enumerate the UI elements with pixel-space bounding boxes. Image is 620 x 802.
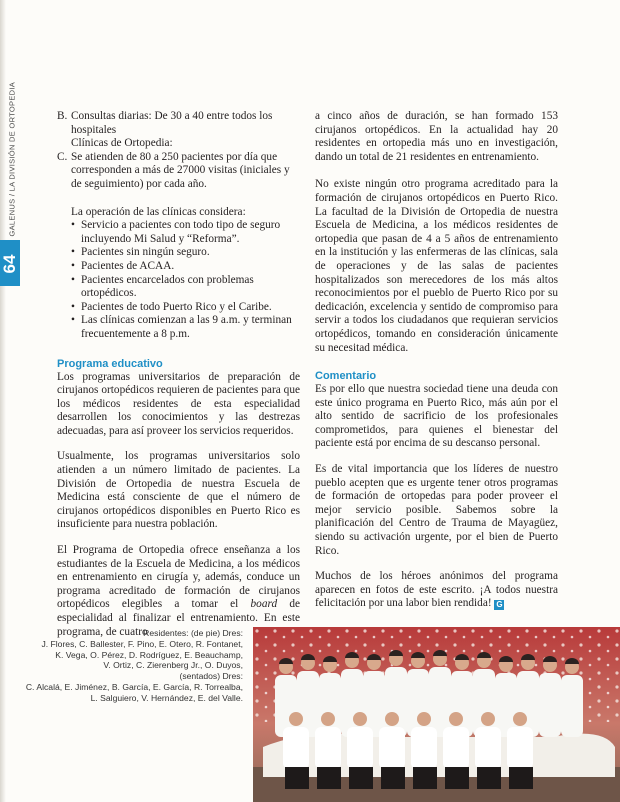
italic-term: board <box>250 598 278 611</box>
list-item: • Servicio a pacientes con todo tipo de seguro incluyendo Mi Salud y “Reforma”. <box>71 219 300 246</box>
paragraph: Es de vital importancia que los líderes de nuestro pueblo acepten que es urgente tener otros programas de formación de ortopedas para poder proveer el mejor servicio posible. Sabemos sobre la planificación del Centro de Trauma de Mayagüez, siendo su activación urgente, por el bien de Puerto Rico. <box>315 463 558 557</box>
photo-caption <box>18 628 243 704</box>
list-item: • Pacientes de ACAA. <box>71 260 300 274</box>
paragraph-text: de especialidad al finalizar el entrenamiento. En este programa, de cuatro <box>57 598 300 638</box>
list-marker: B. <box>57 110 68 122</box>
list-subtext: Clínicas de Ortopedia: <box>71 137 173 150</box>
list-item: • Pacientes sin ningún seguro. <box>71 246 300 260</box>
paragraph <box>57 544 300 639</box>
group-photo-image <box>253 627 620 802</box>
section-heading-programa: Programa educativo <box>57 357 163 370</box>
caption-line: K. Vega, O. Pérez, D. Rodríguez, E. Beauchamp, <box>55 649 243 660</box>
clinics-intro: La operación de las clínicas considera: <box>71 205 246 218</box>
section-heading-comentario: Comentario <box>315 370 377 383</box>
paragraph: Usualmente, los programas universitarios solo atienden a un número limitado de pacientes. La División de Ortopedia de nuestra Escuela de Medicina está consciente de que el número de cirujanos ortopédicos disponibles en Puerto Rico es insuficiente para nuestra población. <box>57 450 300 531</box>
right-column <box>315 110 558 623</box>
paragraph <box>315 570 558 611</box>
list-item: • Pacientes de todo Puerto Rico y el Caribe. <box>71 301 300 315</box>
caption-line: C. Alcalá, E. Jiménez, B. García, E. García, R. Torrealba, <box>25 681 243 692</box>
paragraph-text: Muchos de los héroes anónimos del programa aparecen en fotos de este escrito. ¡A todos nuestra felicitación por una labor bien rendida! <box>315 570 558 610</box>
list-item-c <box>57 151 300 192</box>
page-number: 64 <box>0 254 19 274</box>
running-head-text: GALENUS / LA DIVISIÓN DE ORTOPEDIA <box>7 81 17 237</box>
list-text: Se atienden de 80 a 250 pacientes por día que corresponden a más de 27000 visitas (iniciales y de seguimiento) por cada año. <box>71 150 290 190</box>
caption-line: (sentados) Dres: <box>179 671 243 682</box>
caption-line: V. Ortiz, C. Zierenberg Jr., O. Duyos, <box>103 660 243 671</box>
list-item: • Las clínicas comienzan a las 9 a.m. y terminan frecuentemente a 8 p.m. <box>71 314 300 341</box>
caption-line: L. Salguiero, V. Hernández, E. del Valle. <box>90 692 243 703</box>
group-photo <box>253 627 620 802</box>
caption-line: J. Flores, C. Ballester, F. Pino, E. Otero, R. Fontanet, <box>41 638 243 649</box>
left-column <box>57 110 300 651</box>
paragraph-text: El Programa de Ortopedia ofrece enseñanza a los estudiantes de la Escuela de Medicina, a los médicos en entrenamiento en cirugía y, además, conduce un programa acreditado de formación de cirujanos ortopédicos elegibles a tomar el <box>57 544 300 611</box>
page-number-tab <box>0 240 20 286</box>
caption-line: Residentes: (de pie) Dres: <box>143 628 243 638</box>
list-item-b <box>57 110 300 137</box>
paragraph: No existe ningún otro programa acreditado para la formación de cirujanos ortopédicos en Puerto Rico. La facultad de la División de Ortopedia de nuestra Escuela de Medicina, a los médicos residentes de ortopedia que pasan de 4 a 5 años de entrenamiento en la institución y las enfermeras de las clínicas, sala de operaciones y de las salas de pacientes hospitalizados son merecedores de los más altos reconocimientos por el pueblo de Puerto Rico por su dedicación, excelencia y sentido de compromiso para servir a todos los ciudadanos que requieran servicios ortopédicos, tomando en consideración únicamente su necesitad médica. <box>315 178 558 354</box>
paragraph: Los programas universitarios de preparación de cirujanos ortopédicos requieren de pacientes para que los médicos residentes de esta especialidad desarrollen los conocimientos y las destrezas adecuadas, para así proveer los servicios requeridos. <box>57 370 300 437</box>
paragraph: a cinco años de duración, se han formado 153 cirujanos ortopédicos. En la actualidad hay 20 residentes en ortopedia más uno en investigación, dando un total de 21 residentes en entrenamiento. <box>315 110 558 163</box>
clinics-list <box>71 219 300 341</box>
running-head <box>4 81 17 240</box>
list-marker: C. <box>57 150 68 163</box>
paragraph: Es por ello que nuestra sociedad tiene una deuda con este único programa en Puerto Rico, más aún por el alto sentido de sacrificio de los profesionales comprometidos, para quienes el bienestar del paciente está por encima de su descanso personal. <box>315 383 558 450</box>
list-text: Consultas diarias: De 30 a 40 entre todos los hospitales <box>71 110 273 136</box>
list-item: • Pacientes encarcelados con problemas ortopédicos. <box>71 274 300 301</box>
end-mark-icon: G <box>496 600 503 610</box>
